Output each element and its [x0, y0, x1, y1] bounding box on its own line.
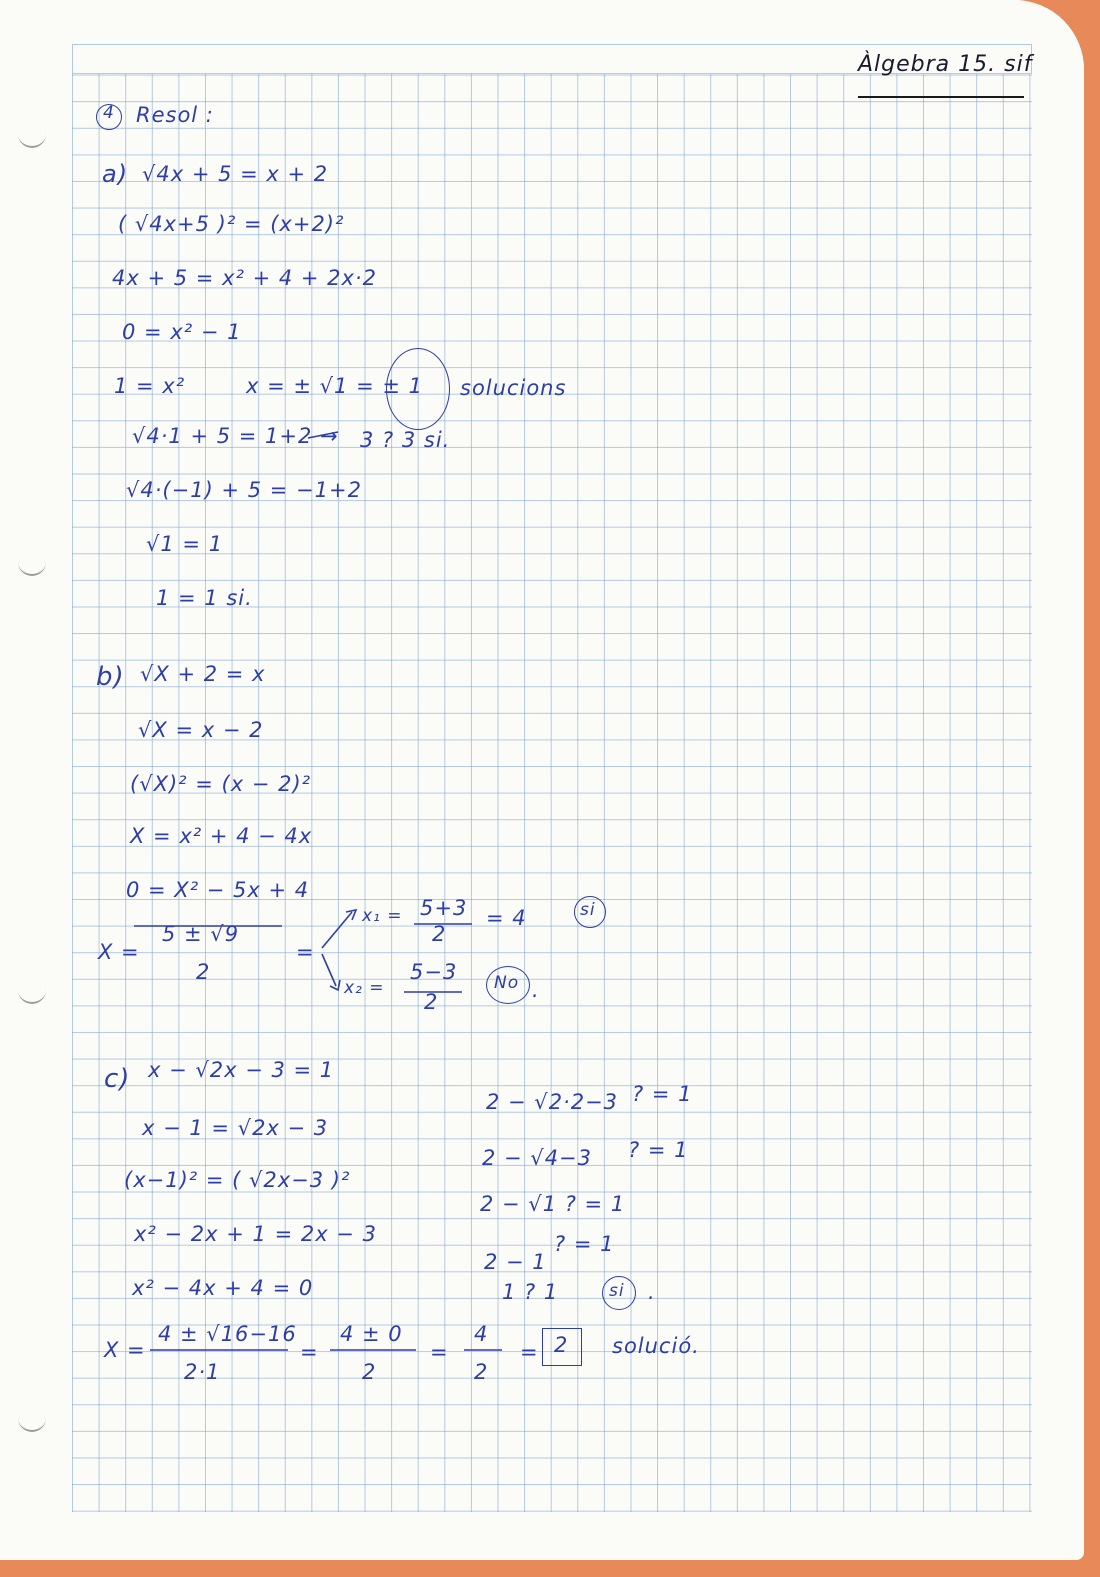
part-b-line: 2: [424, 990, 439, 1014]
part-c-check: 2 − √2·2−3: [486, 1090, 619, 1114]
part-a-line: x = ± √1 = ± 1: [246, 374, 423, 398]
right-margin: [1032, 0, 1084, 1560]
part-c-line: x² − 4x + 4 = 0: [132, 1276, 314, 1300]
part-c-line: x² − 2x + 1 = 2x − 3: [134, 1222, 377, 1246]
part-c-check: ? = 1: [628, 1138, 689, 1162]
part-c-line: (x−1)² = ( √2x−3 )²: [124, 1168, 351, 1192]
part-c-check: ? = 1: [554, 1232, 615, 1256]
part-c-check: ? = 1: [632, 1082, 693, 1106]
part-b-label: b): [96, 662, 125, 692]
part-c-check: 2 − √1 ? = 1: [480, 1192, 626, 1216]
part-b-line: 5+3: [420, 896, 468, 920]
part-c-line: x − 1 = √2x − 3: [142, 1116, 329, 1140]
part-c-line: solució.: [612, 1334, 700, 1358]
part-b-numerator: 5 ± √9: [162, 922, 240, 946]
part-c-check: 1 ? 1: [502, 1280, 559, 1304]
part-b-line: 2: [432, 922, 447, 946]
part-c-label: c): [104, 1064, 131, 1094]
part-b-line: si: [580, 900, 596, 920]
part-b-line: No: [494, 973, 520, 993]
part-a-line: solucions: [460, 376, 567, 400]
exercise-number: 4: [103, 103, 115, 123]
part-c-check: 2 − 1: [484, 1250, 547, 1274]
part-b-line: x₁ =: [362, 906, 403, 926]
title-underline: [858, 96, 1024, 98]
part-c-line: =: [430, 1340, 449, 1364]
part-c-line: =: [520, 1340, 539, 1364]
part-b-line: √X = x − 2: [138, 718, 264, 742]
bottom-margin: [0, 1512, 1084, 1560]
part-c-check: .: [648, 1280, 656, 1304]
part-c-numerator: 4 ± √16−16: [158, 1322, 297, 1346]
part-b-line: = 4: [486, 906, 527, 930]
left-margin: [0, 0, 72, 1560]
part-c-line: 2: [362, 1360, 377, 1384]
part-c-check: si: [609, 1281, 625, 1301]
part-c-line: 2: [474, 1360, 489, 1384]
part-c-line: 4: [474, 1322, 489, 1346]
part-a-line: √4x + 5 = x + 2: [142, 162, 329, 186]
part-a-line: √1 = 1: [146, 532, 224, 556]
part-b-line: .: [532, 978, 540, 1002]
part-c-line: =: [300, 1340, 319, 1364]
exercise-heading: Resol :: [136, 103, 214, 127]
solution-circle: [386, 348, 450, 430]
part-b-line: x₂ =: [344, 978, 385, 998]
part-b-line: X =: [98, 940, 140, 964]
part-a-line: 3 ? 3 si.: [360, 428, 451, 452]
part-b-line: (√X)² = (x − 2)²: [130, 772, 312, 796]
part-b-line: =: [296, 940, 315, 964]
part-b-line: √X + 2 = x: [140, 662, 266, 686]
part-c-line: x − √2x − 3 = 1: [148, 1058, 335, 1082]
part-c-line: X =: [104, 1338, 146, 1362]
part-a-label: a): [102, 160, 129, 188]
part-a-line: √4·1 + 5 = 1+2 →: [132, 424, 339, 448]
part-c-check: 2 − √4−3: [482, 1146, 593, 1170]
part-b-line: 0 = X² − 5x + 4: [126, 878, 310, 902]
part-b-denominator: 2: [196, 960, 211, 984]
part-c-denominator: 2·1: [184, 1360, 221, 1384]
part-a-line: 1 = x²: [114, 374, 186, 398]
header-title: Àlgebra 15. sif: [858, 52, 1033, 77]
part-a-line: 4x + 5 = x² + 4 + 2x·2: [112, 266, 377, 290]
part-a-line: √4·(−1) + 5 = −1+2: [126, 478, 362, 502]
part-b-line: X = x² + 4 − 4x: [130, 824, 313, 848]
part-c-line: 4 ± 0: [340, 1322, 403, 1346]
part-b-line: 5−3: [410, 960, 458, 984]
part-a-line: 1 = 1 si.: [156, 586, 253, 610]
part-a-line: ( √4x+5 )² = (x+2)²: [118, 212, 345, 236]
part-c-line: 2: [554, 1333, 569, 1357]
part-a-line: 0 = x² − 1: [122, 320, 242, 344]
